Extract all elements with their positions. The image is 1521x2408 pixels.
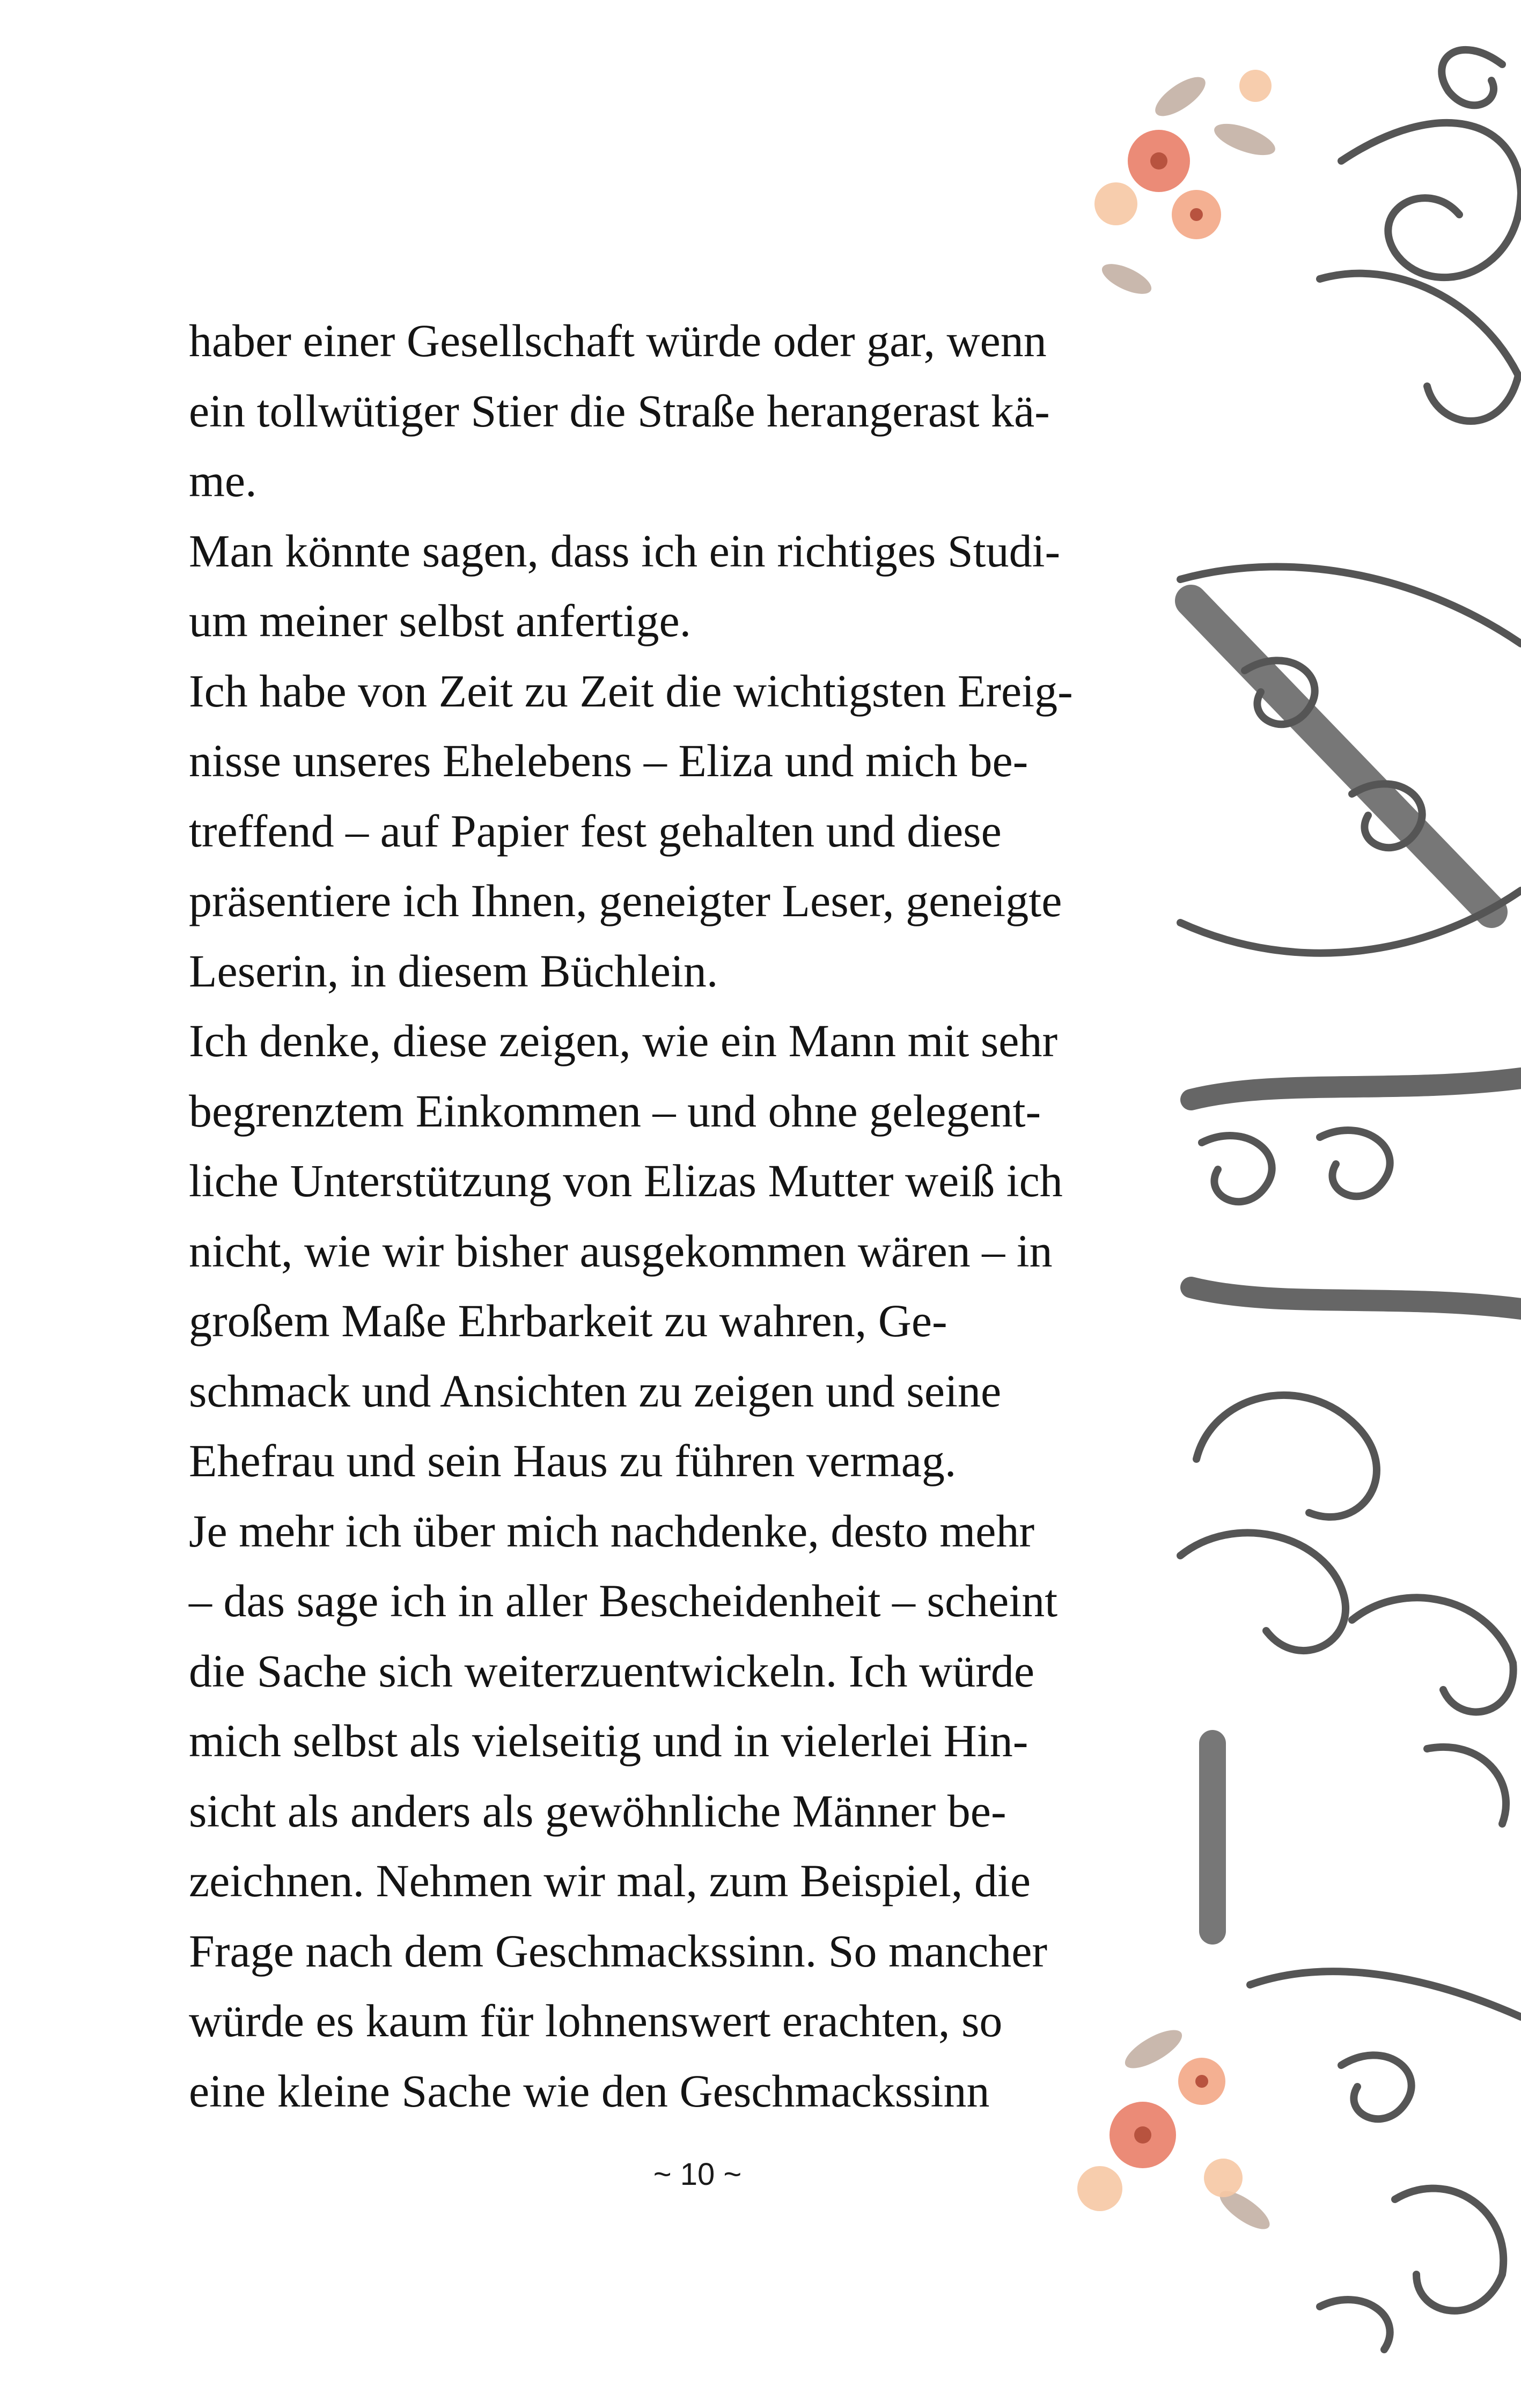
text-line: treffend – auf Papier fest gehalten und diese	[189, 805, 1002, 857]
text-line: Ehefrau und sein Haus zu führen vermag.	[189, 1435, 957, 1486]
text-line: Ich habe von Zeit zu Zeit die wichtigsten Ereig-	[189, 665, 1073, 717]
page-number: ~ 10 ~	[653, 2157, 742, 2192]
text-line: ein tollwütiger Stier die Straße herangerast kä-	[189, 385, 1050, 437]
text-line: großem Maße Ehrbarkeit zu wahren, Ge-	[189, 1295, 947, 1346]
text-line: würde es kaum für lohnenswert erachten, so	[189, 1995, 1003, 2046]
text-line: Ich denke, diese zeigen, wie ein Mann mit sehr	[189, 1015, 1058, 1066]
text-line: nicht, wie wir bisher ausgekommen wären – in	[189, 1225, 1053, 1277]
text-line: me.	[189, 455, 257, 506]
text-line: haber einer Gesellschaft würde oder gar, wenn	[189, 315, 1047, 366]
text-line: Frage nach dem Geschmackssinn. So mancher	[189, 1925, 1048, 1977]
floral-ornamental-letters-icon	[1019, 0, 1521, 2408]
text-line: – das sage ich in aller Bescheidenheit – scheint	[189, 1575, 1058, 1626]
text-line: sicht als anders als gewöhnliche Männer be-	[189, 1785, 1006, 1837]
text-line: Je mehr ich über mich nachdenke, desto mehr	[189, 1505, 1035, 1557]
text-line: eine kleine Sache wie den Geschmackssinn	[189, 2065, 990, 2117]
text-line: um meiner selbst anfertige.	[189, 595, 692, 646]
text-line: präsentiere ich Ihnen, geneigter Leser, geneigte	[189, 875, 1062, 926]
text-line: mich selbst als vielseitig und in vielerlei Hin-	[189, 1715, 1028, 1766]
text-line: nisse unseres Ehelebens – Eliza und mich be-	[189, 735, 1028, 786]
text-line: liche Unterstützung von Elizas Mutter weiß ich	[189, 1155, 1063, 1206]
text-line: Man könnte sagen, dass ich ein richtiges Studi-	[189, 525, 1061, 577]
text-line: begrenztem Einkommen – und ohne gelegent-	[189, 1085, 1041, 1137]
text-line: die Sache sich weiterzuentwickeln. Ich würde	[189, 1645, 1035, 1697]
text-line: Leserin, in diesem Büchlein.	[189, 945, 718, 997]
text-line: schmack und Ansichten zu zeigen und seine	[189, 1365, 1002, 1417]
text-line: zeichnen. Nehmen wir mal, zum Beispiel, die	[189, 1855, 1031, 1906]
